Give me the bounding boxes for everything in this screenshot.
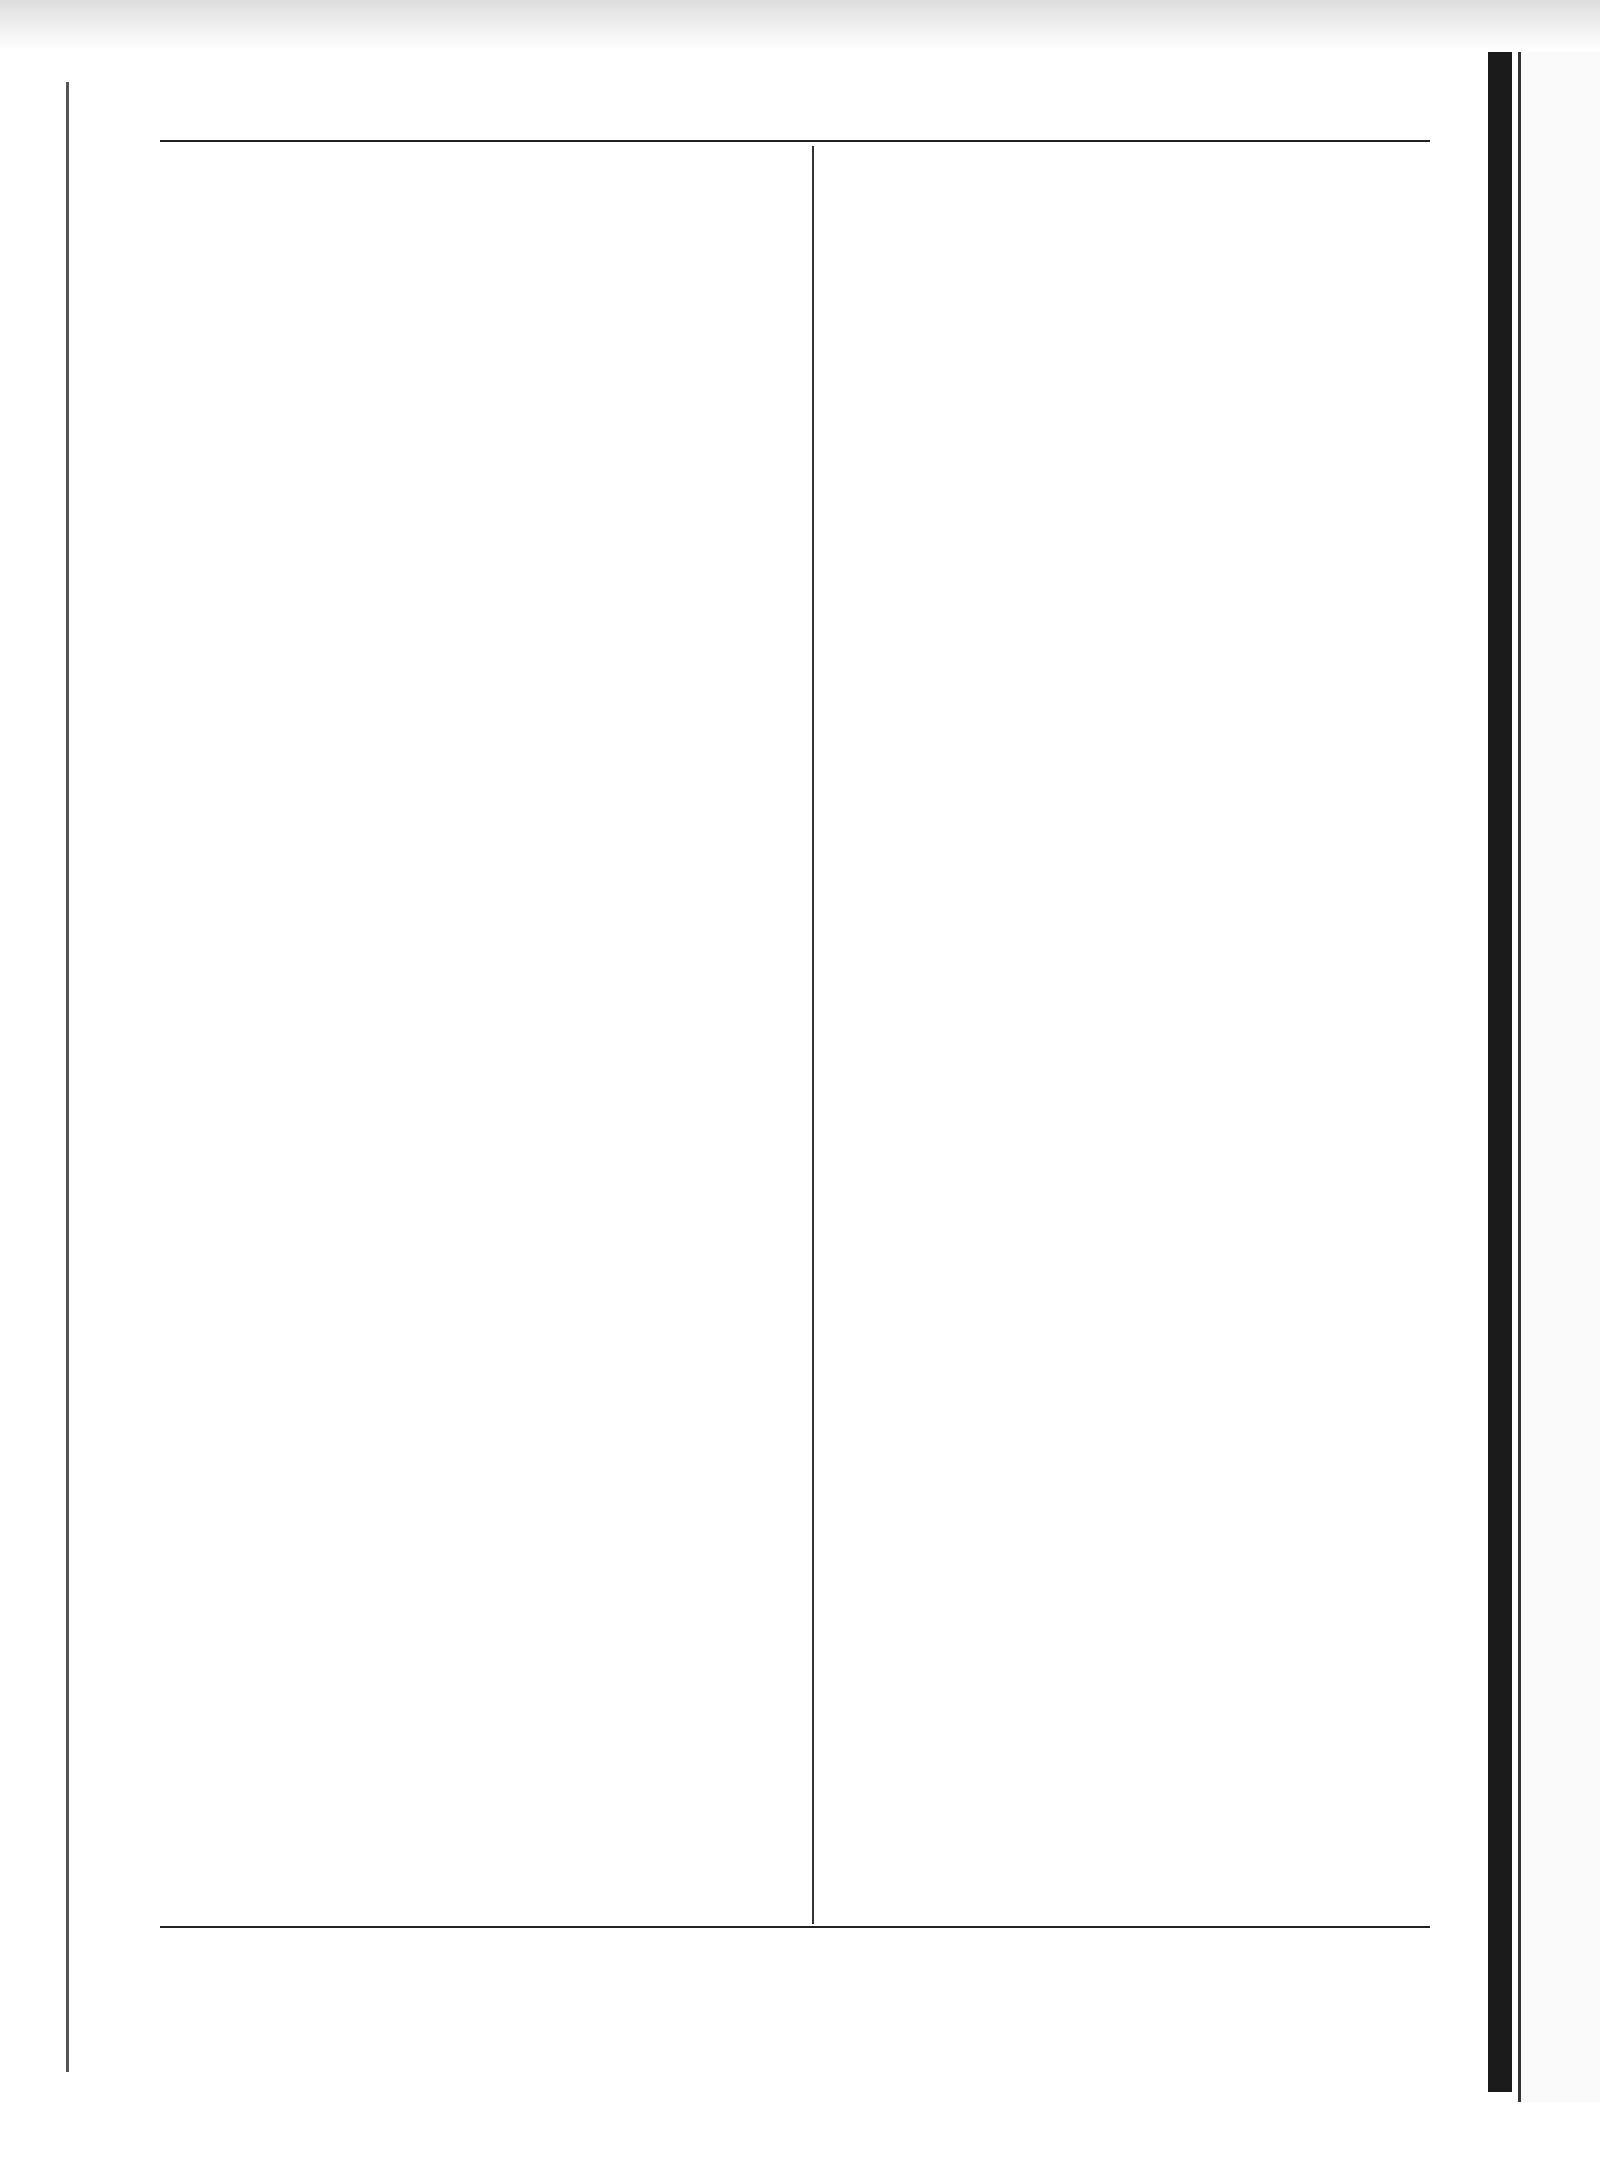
header-rule [160, 140, 1430, 142]
book-gutter [1488, 52, 1512, 2092]
scan-border [0, 0, 1600, 50]
page-header [210, 102, 1270, 142]
column-divider [812, 146, 814, 1924]
footer-rule [160, 1926, 1430, 1928]
page [66, 82, 1509, 2072]
facing-page-edge [1518, 52, 1600, 2102]
